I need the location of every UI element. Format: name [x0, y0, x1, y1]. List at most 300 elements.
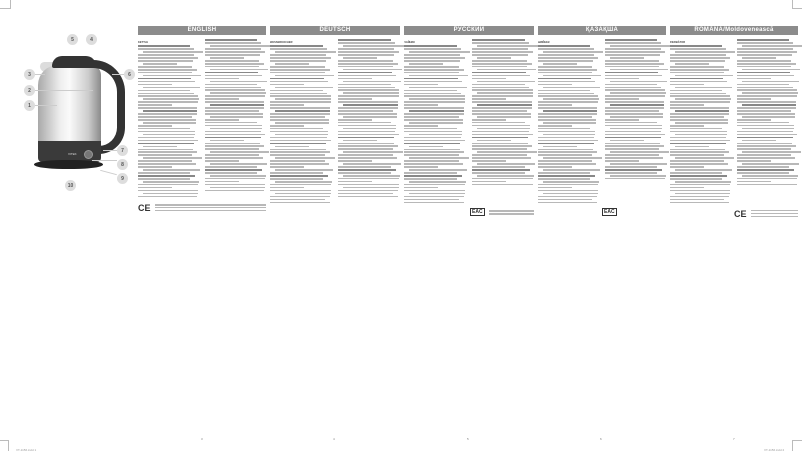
page-number: 3 — [201, 437, 203, 441]
text-line — [675, 181, 731, 183]
text-line — [538, 116, 592, 118]
text-line — [409, 110, 464, 112]
column-left — [538, 38, 599, 204]
eac-mark-icon: EAC — [604, 209, 615, 216]
text-line — [270, 101, 331, 103]
cert-text — [489, 209, 534, 216]
text-line — [409, 75, 468, 77]
text-line — [538, 69, 597, 71]
text-line — [205, 54, 260, 56]
text-line — [675, 193, 730, 195]
text-line — [605, 148, 659, 150]
column-left — [270, 38, 332, 204]
text-line — [210, 69, 268, 71]
text-line — [538, 175, 595, 177]
leader-line — [35, 74, 45, 75]
text-line — [670, 131, 727, 133]
text-line — [210, 81, 267, 83]
text-line — [675, 87, 732, 89]
text-line — [270, 160, 325, 162]
text-line — [270, 163, 329, 165]
text-line — [205, 184, 265, 186]
text-line — [404, 163, 463, 165]
text-line — [205, 95, 265, 97]
text-line — [670, 163, 728, 165]
text-line — [538, 45, 590, 47]
text-line — [270, 140, 331, 142]
text-line — [143, 169, 200, 171]
text-line — [138, 184, 198, 186]
language-section-english — [138, 26, 266, 213]
text-line — [670, 160, 724, 162]
text-line — [538, 125, 572, 127]
text-line — [538, 131, 595, 133]
text-line — [670, 140, 730, 142]
text-line — [270, 119, 329, 121]
eac-mark-icon: EAC — [472, 209, 483, 216]
text-line — [338, 172, 391, 174]
text-line — [138, 128, 190, 130]
text-line — [543, 169, 600, 171]
column-right — [737, 38, 798, 204]
text-line — [338, 72, 392, 74]
text-line — [404, 149, 460, 151]
text-line — [538, 90, 590, 92]
text-line — [404, 172, 457, 174]
text-line — [275, 87, 333, 89]
two-column-body — [270, 38, 400, 204]
text-line — [477, 104, 532, 106]
text-line — [543, 193, 598, 195]
text-line — [338, 75, 396, 77]
text-line — [343, 45, 404, 47]
text-line — [404, 81, 462, 83]
text-line — [543, 98, 599, 100]
text-line — [205, 66, 259, 68]
text-line — [675, 75, 733, 77]
text-line — [138, 154, 192, 156]
text-line — [270, 60, 326, 62]
text-line — [338, 178, 399, 180]
kettle-illustration-page — [0, 0, 135, 455]
text-line — [472, 169, 530, 171]
text-line — [343, 187, 399, 189]
text-line — [670, 60, 725, 62]
text-line — [670, 101, 730, 103]
text-line — [205, 78, 239, 80]
text-line — [477, 92, 533, 94]
text-line — [472, 113, 531, 115]
text-line — [472, 51, 533, 53]
text-line — [210, 151, 269, 153]
text-line — [205, 113, 263, 115]
text-line — [737, 63, 796, 65]
text-line — [543, 51, 603, 53]
text-line — [670, 57, 730, 59]
text-line — [270, 190, 331, 192]
text-line — [737, 154, 791, 156]
text-line — [605, 110, 659, 112]
text-line — [670, 90, 722, 92]
text-line — [538, 154, 592, 156]
text-line — [605, 87, 661, 89]
text-line — [610, 175, 666, 177]
text-line — [343, 140, 377, 142]
text-line — [275, 169, 333, 171]
text-line — [270, 137, 327, 139]
callout-5: 5 — [67, 34, 78, 45]
text-line — [670, 66, 724, 68]
text-line — [275, 134, 328, 136]
text-line — [737, 181, 771, 183]
text-line — [670, 48, 726, 50]
text-line — [205, 178, 265, 180]
text-line — [205, 145, 264, 147]
ce-mark-icon: CE — [138, 202, 151, 213]
text-line — [138, 113, 197, 115]
text-line — [737, 101, 796, 103]
text-line — [737, 119, 771, 121]
text-line — [270, 149, 326, 151]
text-line — [338, 95, 399, 97]
text-line — [138, 151, 197, 153]
text-line — [205, 131, 261, 133]
column-left — [404, 38, 466, 204]
text-line — [472, 87, 529, 89]
text-line — [670, 154, 724, 156]
text-line — [338, 184, 399, 186]
text-line — [270, 184, 331, 186]
text-line — [605, 119, 639, 121]
section-title: ҚАЗАҚША — [538, 26, 666, 35]
text-line — [210, 128, 262, 130]
text-line — [404, 90, 457, 92]
text-line — [737, 125, 794, 127]
text-line — [205, 42, 261, 44]
heading: FIERBĂTOR — [670, 41, 686, 44]
text-line — [343, 163, 401, 165]
leader-line — [92, 160, 117, 161]
language-section-romanian — [670, 26, 798, 219]
text-line — [143, 146, 177, 148]
text-line — [538, 140, 598, 142]
text-line — [742, 92, 798, 94]
text-line — [737, 137, 793, 139]
text-line — [138, 54, 194, 56]
text-line — [670, 166, 704, 168]
callout-6: 6 — [124, 69, 135, 80]
text-line — [472, 95, 533, 97]
text-line — [275, 98, 331, 100]
text-line — [205, 134, 265, 136]
text-line — [205, 160, 239, 162]
text-line — [538, 187, 572, 189]
text-line — [275, 193, 331, 195]
text-line — [338, 122, 391, 124]
text-line — [270, 107, 330, 109]
text-line — [543, 134, 595, 136]
text-line — [275, 75, 334, 77]
text-line — [737, 113, 795, 115]
text-line — [605, 51, 665, 53]
text-line — [205, 190, 264, 192]
text-line — [138, 104, 172, 106]
text-line — [737, 122, 789, 124]
page-number: 6 — [600, 437, 602, 441]
text-line — [670, 78, 723, 80]
text-line — [138, 175, 195, 177]
text-line — [538, 95, 598, 97]
text-line — [538, 137, 594, 139]
text-line — [409, 122, 463, 124]
text-line — [404, 143, 460, 145]
text-line — [338, 193, 393, 195]
text-line — [270, 57, 331, 59]
text-line — [138, 57, 198, 59]
text-line — [477, 116, 531, 118]
text-line — [742, 57, 776, 59]
text-line — [737, 134, 797, 136]
text-line — [737, 178, 797, 180]
kettle-lid — [52, 56, 96, 68]
text-line — [404, 119, 463, 121]
text-line — [670, 84, 704, 86]
text-line — [338, 101, 398, 103]
text-line — [472, 184, 533, 186]
callout-4: 4 — [86, 34, 97, 45]
certification — [602, 208, 666, 216]
crop-mark-icon — [0, 440, 9, 451]
crop-mark-icon — [792, 440, 802, 451]
text-line — [472, 143, 528, 145]
text-line — [538, 107, 597, 109]
text-line — [543, 75, 601, 77]
text-line — [270, 113, 330, 115]
text-line — [538, 84, 572, 86]
text-line — [737, 75, 794, 77]
text-line — [404, 66, 459, 68]
text-line — [210, 116, 263, 118]
text-line — [138, 137, 194, 139]
text-line — [538, 196, 597, 198]
text-line — [338, 87, 395, 89]
text-line — [670, 149, 725, 151]
text-line — [205, 107, 264, 109]
text-line — [742, 140, 776, 142]
text-line — [670, 199, 724, 201]
text-line — [404, 101, 465, 103]
text-line — [210, 187, 265, 189]
text-line — [338, 110, 393, 112]
text-line — [205, 169, 262, 171]
text-line — [270, 93, 327, 95]
text-line — [143, 181, 199, 183]
text-line — [270, 178, 323, 180]
text-line — [670, 187, 704, 189]
text-line — [404, 166, 438, 168]
text-line — [143, 157, 202, 159]
text-line — [205, 60, 259, 62]
text-line — [404, 78, 458, 80]
page-number: 4 — [333, 437, 335, 441]
text-line — [205, 89, 265, 91]
text-line — [472, 157, 531, 159]
text-line — [742, 175, 798, 177]
text-line — [472, 125, 530, 127]
text-line — [404, 154, 459, 156]
text-line — [205, 63, 264, 65]
heading: KETTLE — [138, 41, 149, 44]
text-line — [275, 122, 329, 124]
text-line — [605, 169, 662, 171]
text-line — [538, 66, 592, 68]
text-line — [210, 45, 270, 47]
text-line — [472, 78, 506, 80]
leader-line — [103, 150, 117, 151]
text-line — [270, 196, 330, 198]
text-line — [737, 160, 771, 162]
text-line — [737, 87, 793, 89]
callout-7: 7 — [117, 145, 128, 156]
text-line — [737, 95, 797, 97]
text-line — [737, 184, 797, 186]
text-line — [472, 148, 527, 150]
text-line — [138, 84, 172, 86]
text-line — [670, 172, 722, 174]
text-line — [472, 66, 527, 68]
text-line — [404, 95, 465, 97]
text-line — [670, 175, 727, 177]
text-line — [404, 202, 464, 204]
text-line — [270, 95, 331, 97]
text-line — [610, 116, 663, 118]
text-line — [270, 66, 325, 68]
text-line — [538, 151, 597, 153]
text-line — [270, 116, 325, 118]
text-line — [538, 149, 593, 151]
text-line — [472, 98, 506, 100]
text-line — [338, 89, 399, 91]
text-line — [210, 140, 244, 142]
text-line — [409, 157, 469, 159]
text-line — [605, 48, 661, 50]
callout-2: 2 — [24, 85, 35, 96]
text-line — [404, 128, 457, 130]
text-line — [138, 116, 192, 118]
text-line — [338, 119, 372, 121]
text-line — [270, 154, 325, 156]
text-line — [605, 131, 661, 133]
text-line — [605, 39, 657, 41]
text-line — [338, 137, 394, 139]
language-section-kazakh — [538, 26, 666, 216]
text-line — [538, 119, 596, 121]
text-line — [138, 149, 193, 151]
text-line — [605, 84, 657, 86]
text-line — [472, 101, 532, 103]
text-line — [605, 113, 663, 115]
text-line — [404, 125, 438, 127]
text-line — [205, 101, 264, 103]
text-line — [538, 60, 593, 62]
text-line — [670, 178, 722, 180]
text-line — [477, 45, 538, 47]
text-line — [205, 143, 260, 145]
text-line — [404, 107, 464, 109]
text-line — [737, 145, 796, 147]
text-line — [538, 113, 597, 115]
text-line — [338, 113, 397, 115]
text-line — [610, 92, 666, 94]
text-line — [343, 81, 401, 83]
text-line — [338, 48, 394, 50]
leader-line — [35, 105, 57, 106]
file-footer: VT-1156.indd 1 — [16, 448, 37, 452]
text-line — [205, 119, 239, 121]
text-line — [670, 69, 729, 71]
text-line — [477, 175, 534, 177]
text-line — [737, 131, 793, 133]
text-line — [404, 113, 464, 115]
page-number: 5 — [467, 437, 469, 441]
text-line — [404, 72, 459, 74]
text-line — [742, 45, 802, 47]
heading: ЧАЙНИК — [404, 41, 415, 44]
text-line — [138, 78, 191, 80]
power-switch — [84, 150, 93, 159]
text-line — [143, 110, 197, 112]
text-line — [143, 51, 203, 53]
text-line — [338, 66, 393, 68]
text-line — [270, 187, 304, 189]
text-line — [472, 107, 532, 109]
text-line — [270, 84, 304, 86]
text-line — [675, 146, 709, 148]
text-line — [742, 116, 795, 118]
text-line — [343, 116, 397, 118]
text-line — [472, 137, 528, 139]
text-line — [605, 42, 661, 44]
text-line — [205, 122, 257, 124]
section-title: ENGLISH — [138, 26, 266, 35]
text-line — [404, 69, 464, 71]
column-left — [670, 38, 731, 204]
text-line — [605, 134, 665, 136]
text-line — [670, 137, 726, 139]
text-line — [605, 63, 664, 65]
text-line — [605, 157, 663, 159]
text-line — [210, 104, 264, 106]
text-line — [737, 48, 793, 50]
cert-text — [751, 208, 798, 218]
text-line — [605, 166, 657, 168]
text-line — [742, 128, 794, 130]
text-line — [605, 125, 662, 127]
text-line — [338, 166, 391, 168]
text-line — [670, 45, 722, 47]
text-line — [610, 128, 662, 130]
text-line — [472, 84, 525, 86]
text-line — [404, 104, 438, 106]
text-line — [472, 75, 530, 77]
text-line — [472, 122, 525, 124]
text-line — [270, 128, 323, 130]
leader-line — [112, 74, 124, 75]
text-line — [605, 66, 659, 68]
text-line — [338, 51, 399, 53]
text-line — [742, 163, 799, 165]
cert-text — [155, 203, 266, 213]
